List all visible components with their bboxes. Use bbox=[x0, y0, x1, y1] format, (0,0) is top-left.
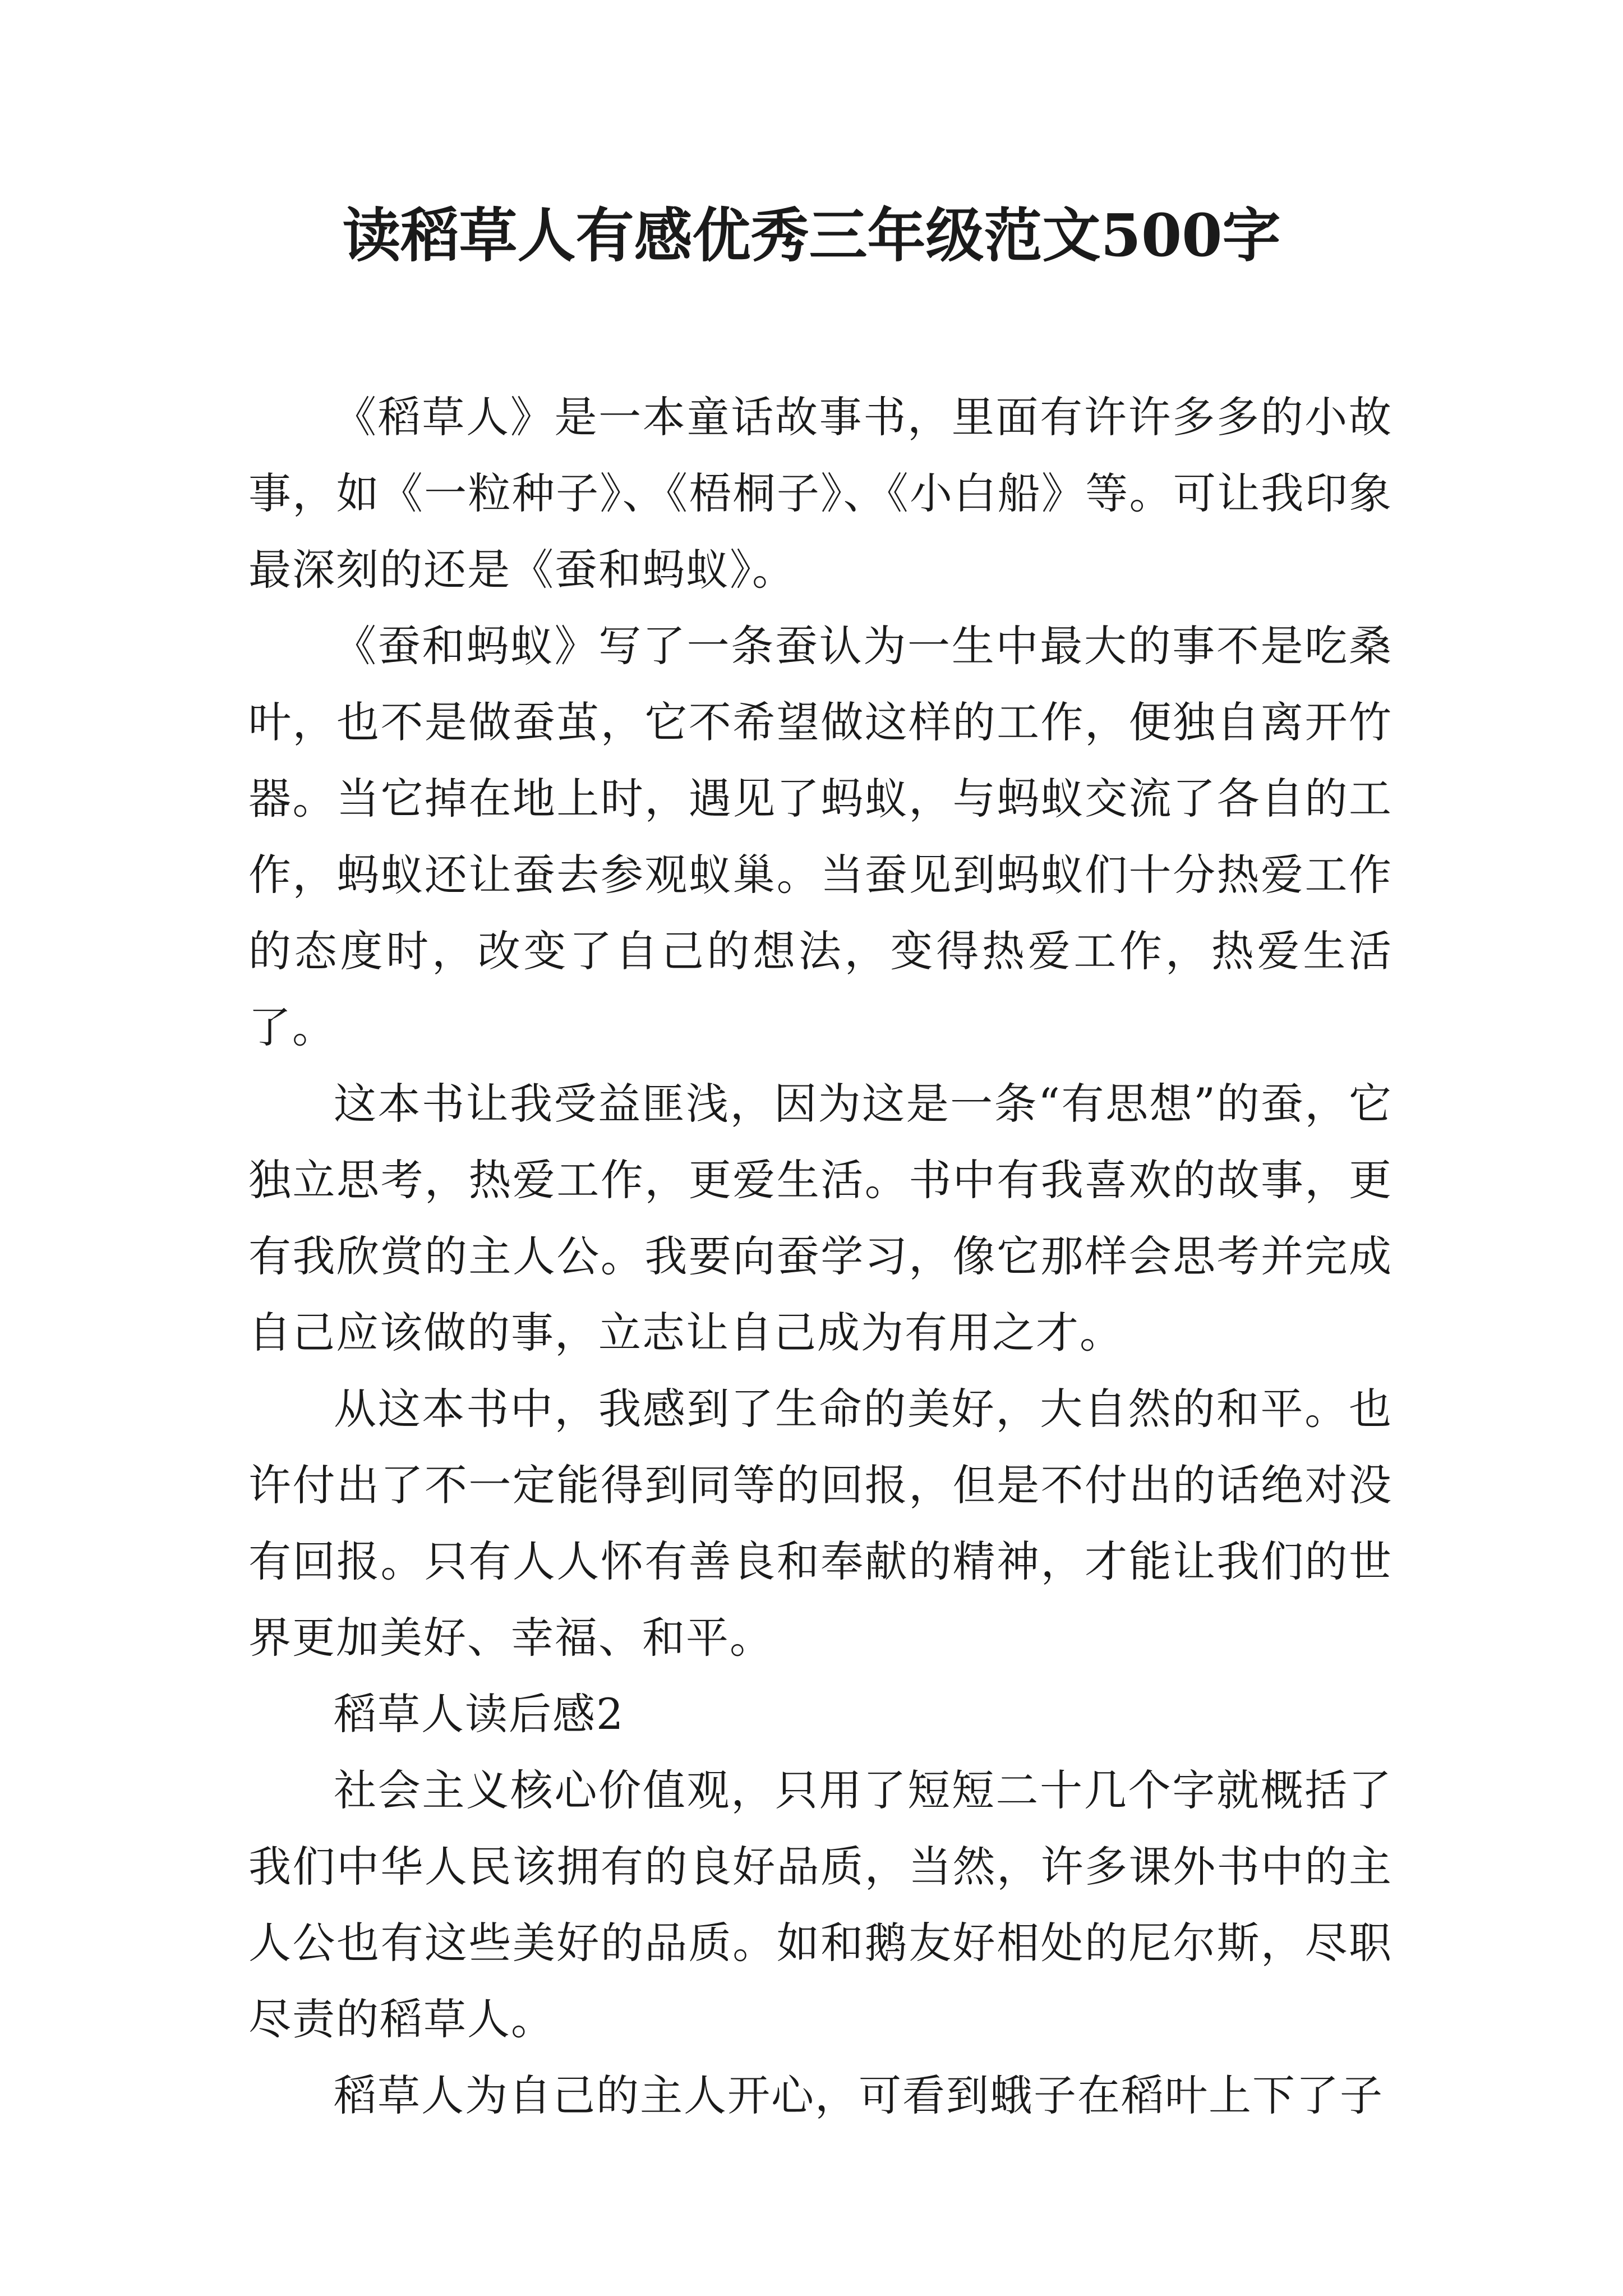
paragraph: 《蚕和蚂蚁》写了一条蚕认为一生中最大的事不是吃桑叶，也不是做蚕茧，它不希望做这样的工作，便独自离开竹器。当它掉在地上时，遇见了蚂蚁，与蚂蚁交流了各自的工作，蚂蚁还让蚕去参观蚁巢。当蚕见到蚂蚁们十分热爱工作的态度时，改变了自己的想法，变得热爱工作，热爱生活了。 bbox=[248, 621, 1393, 1052]
document-body bbox=[248, 379, 1393, 2134]
section-heading: 稻草人读后感2 bbox=[334, 1689, 625, 1739]
paragraph: 这本书让我受益匪浅，因为这是一条“有思想”的蚕，它独立思考，热爱工作，更爱生活。书中有我喜欢的故事，更有我欣赏的主人公。我要向蚕学习，像它那样会思考并完成自己应该做的事，立志让自己成为有用之才。 bbox=[248, 1079, 1393, 1358]
document-title: 读稻草人有感优秀三年级范文500字 bbox=[342, 201, 1281, 270]
paragraph: 稻草人为自己的主人开心，可看到蛾子在稻叶上下了子 bbox=[334, 2070, 1384, 2120]
paragraph: 社会主义核心价值观，只用了短短二十几个字就概括了我们中华人民该拥有的良好品质，当然，许多课外书中的主人公也有这些美好的品质。如和鹅友好相处的尼尔斯，尽职尽责的稻草人。 bbox=[248, 1765, 1393, 2044]
paragraph: 《稻草人》是一本童话故事书，里面有许许多多的小故事，如《一粒种子》、《梧桐子》、《小白船》等。可让我印象最深刻的还是《蚕和蚂蚁》。 bbox=[248, 392, 1393, 595]
paragraph: 从这本书中，我感到了生命的美好，大自然的和平。也许付出了不一定能得到同等的回报，但是不付出的话绝对没有回报。只有人人怀有善良和奉献的精神，才能让我们的世界更加美好、幸福、和平。 bbox=[248, 1384, 1393, 1663]
